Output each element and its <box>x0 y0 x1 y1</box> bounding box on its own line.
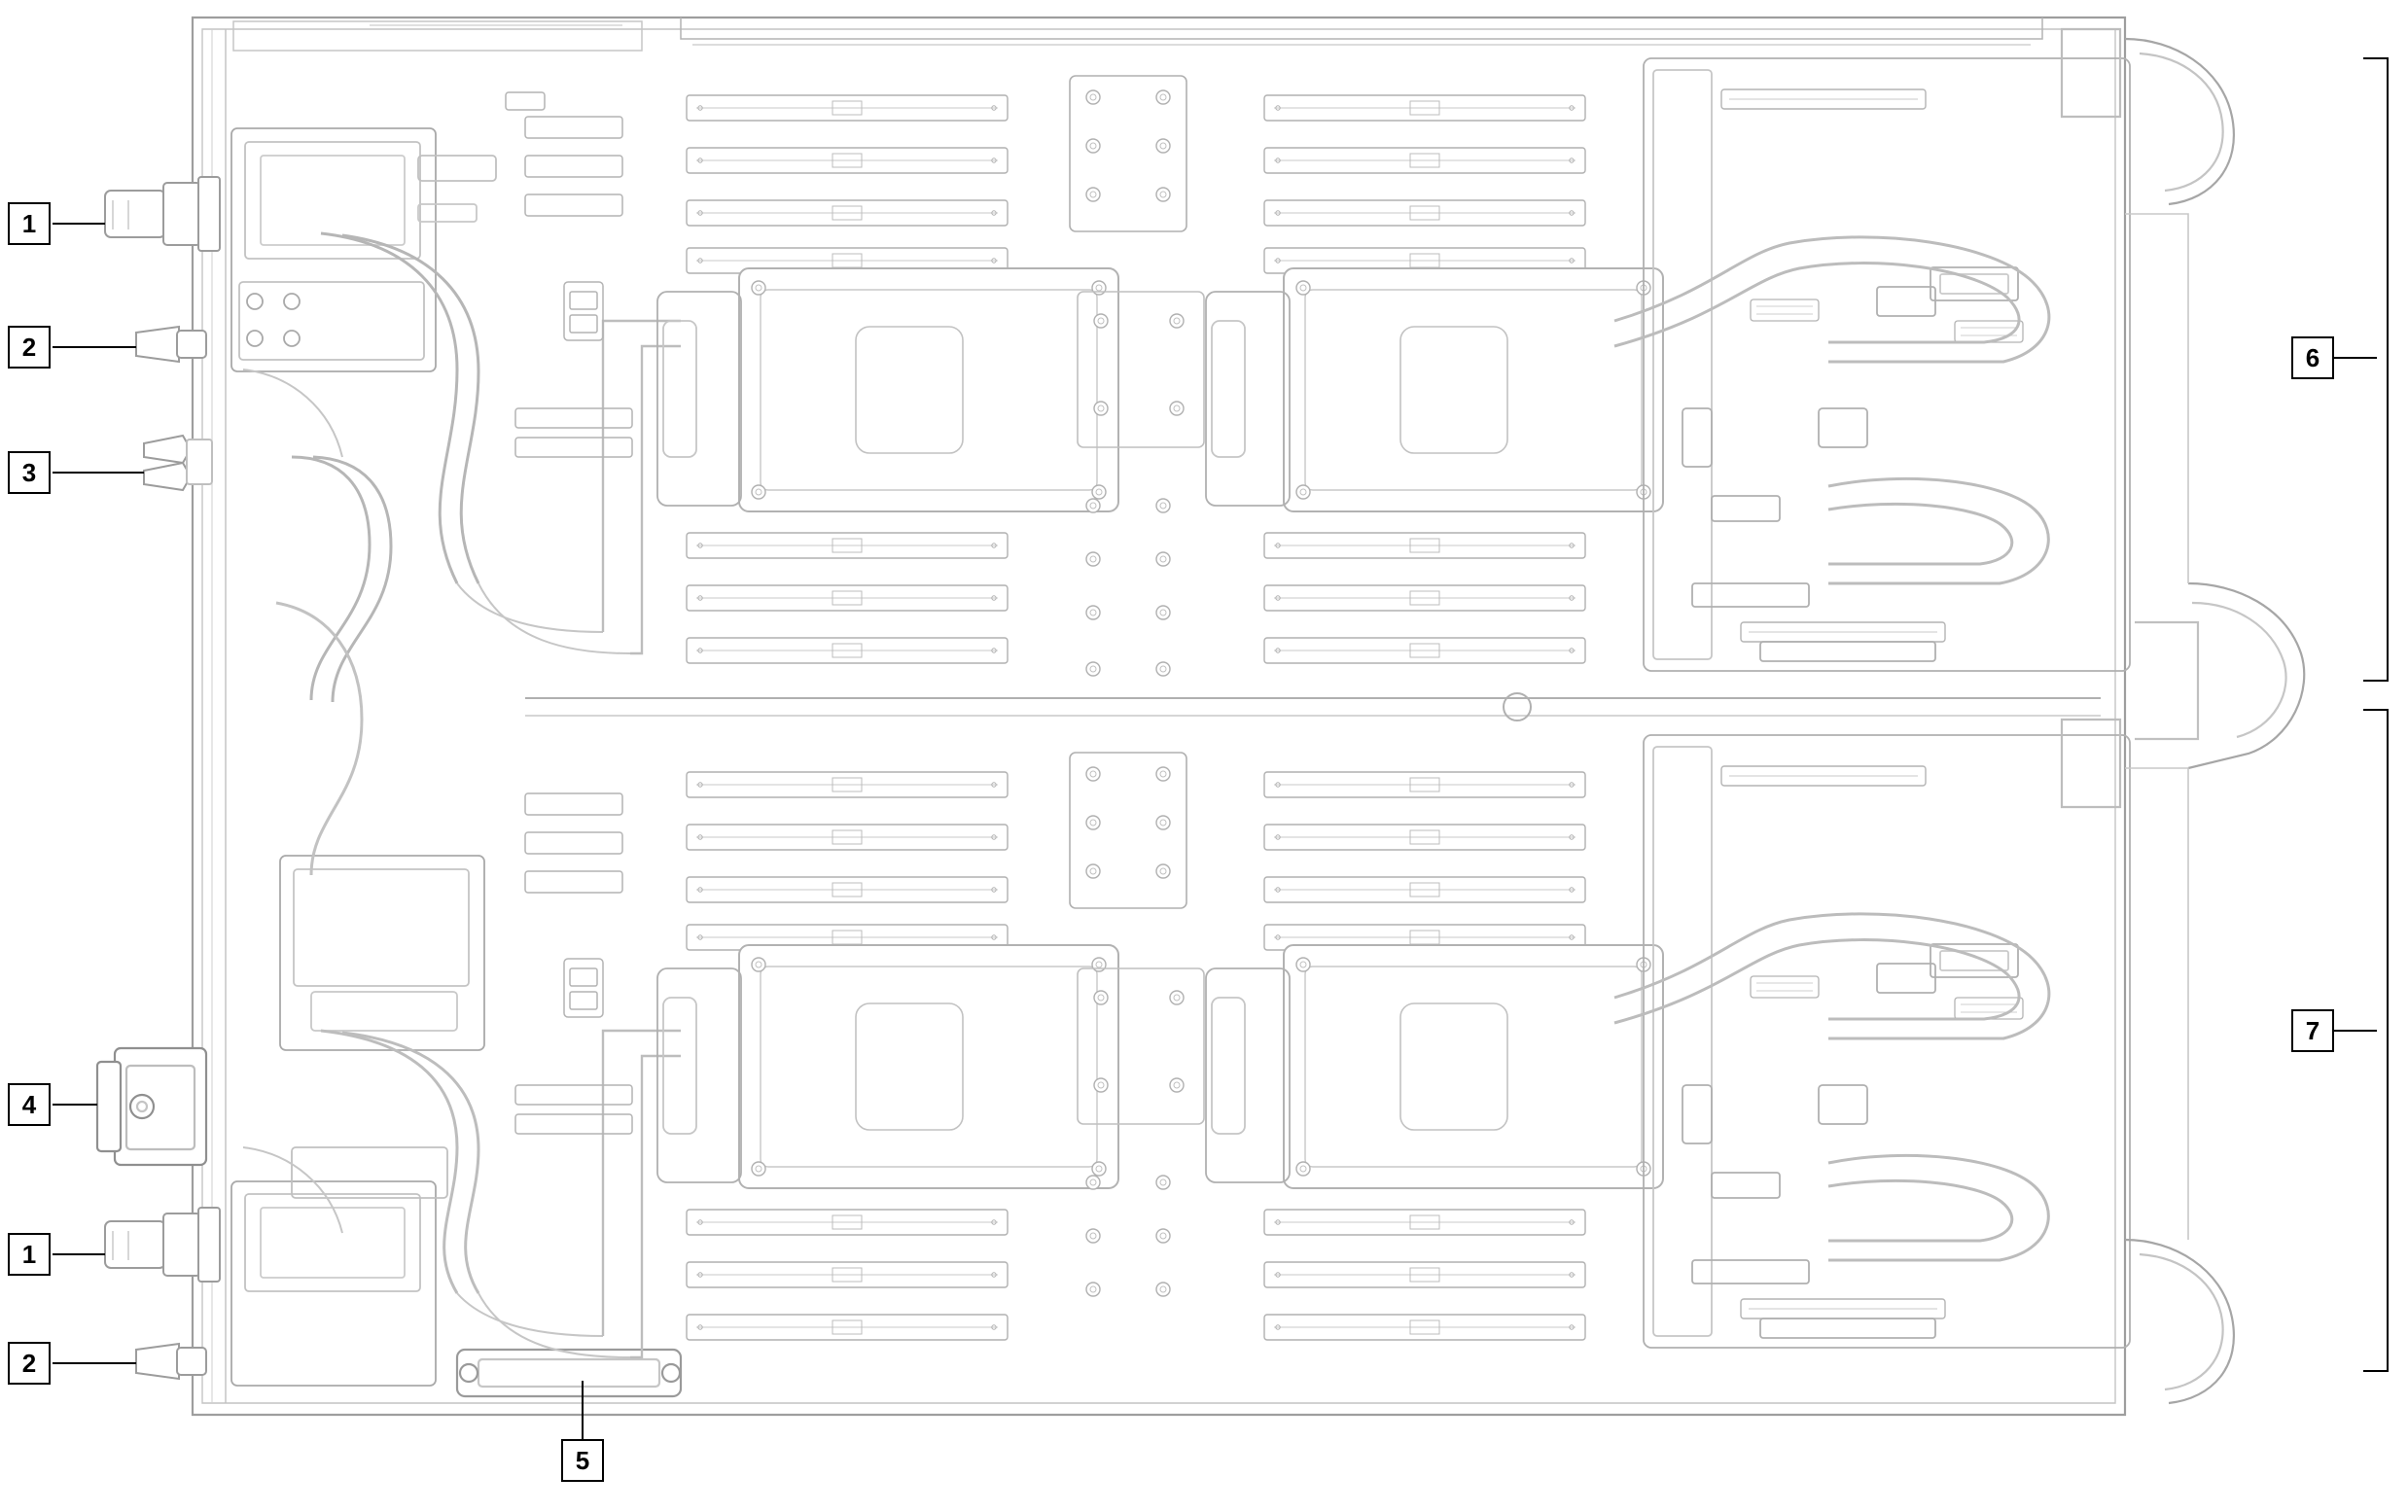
callout-5[interactable]: 5 <box>561 1439 604 1482</box>
callout-7[interactable]: 7 <box>2291 1009 2334 1052</box>
callout-2-upper[interactable]: 2 <box>8 326 51 369</box>
callout-1-lower[interactable]: 1 <box>8 1233 51 1276</box>
callout-6[interactable]: 6 <box>2291 336 2334 379</box>
callout-3[interactable]: 3 <box>8 451 51 494</box>
callout-2-lower[interactable]: 2 <box>8 1342 51 1385</box>
callout-1-upper[interactable]: 1 <box>8 202 51 245</box>
callout-4[interactable]: 4 <box>8 1083 51 1126</box>
